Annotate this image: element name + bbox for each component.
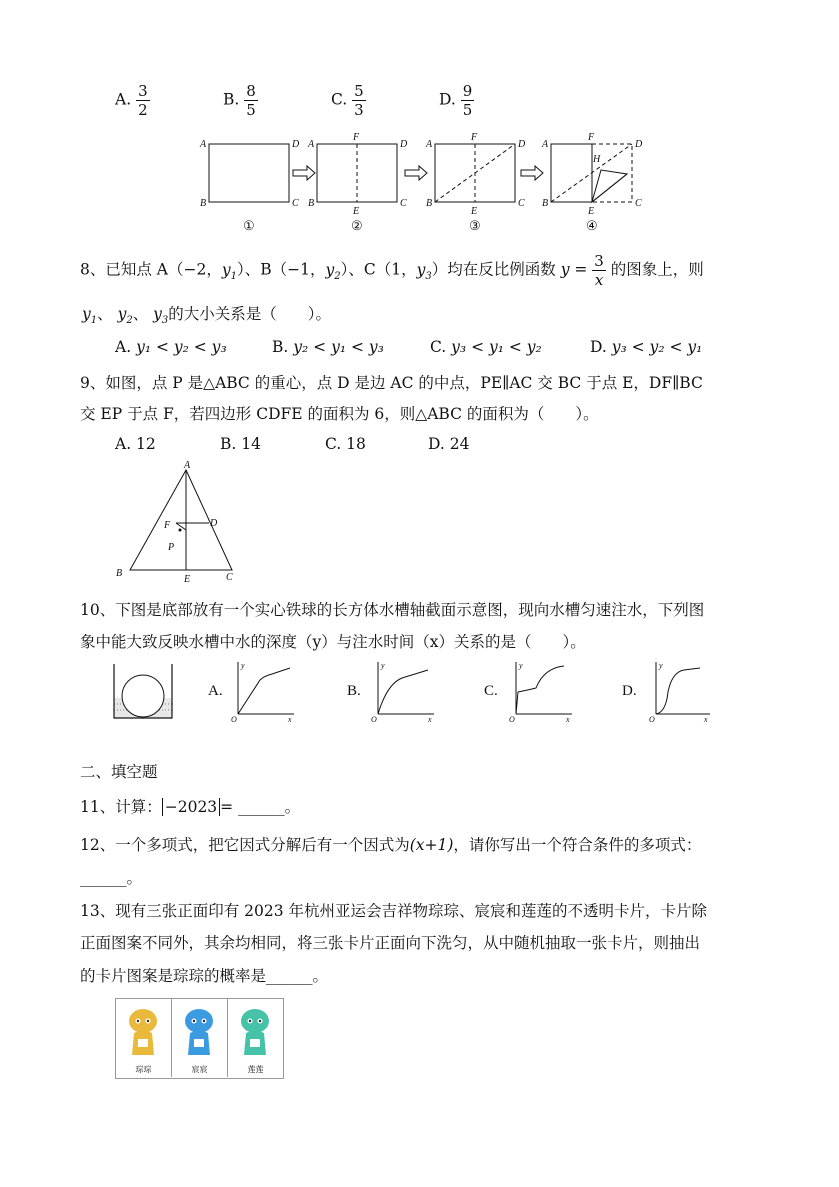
label-d: D [292,139,300,150]
q10-line2: 象中能大致反映水槽中水的深度（y）与注水时间（x）关系的是（ ）。 [80,633,586,651]
label-f: F [471,132,478,143]
denominator: 2 [138,101,148,119]
y3-symbol: $y_3$ [416,260,432,282]
numerator: 5 [354,82,364,100]
q9-option-c[interactable]: C. 18 [325,435,366,453]
q11 [80,795,300,817]
option-letter: A. [115,90,132,109]
q8-option-b[interactable] [272,338,384,356]
label-d: D [635,139,643,150]
q7-option-a[interactable] [115,82,150,119]
rect-4-solid [551,144,592,202]
label-p: P [168,542,175,553]
axis-y-label: y [381,661,385,670]
label-a: A [308,139,315,150]
figure-index-4: ④ [586,218,598,233]
q7-folding-figure [195,130,645,235]
card-label-chenchen: 宸宸 [191,1065,208,1074]
q9-line2: 交 EP 于点 F，若四边形 CDFE 的面积为 6，则△ABC 的面积为（ ）。 [80,405,599,423]
iron-ball [122,675,164,717]
option-letter: C. [430,338,447,356]
option-letter: C. [331,90,348,109]
q9-option-b[interactable]: B. 14 [220,435,261,453]
arrow-icon [521,166,543,180]
lianlian-mascot-image [228,999,283,1065]
q11-suffix: = ______。 [220,798,301,816]
axis-x-label: x [566,715,570,724]
label-e: E [184,574,191,585]
congcong-mascot-image [116,999,171,1065]
q8-text: 的大小关系是（ ）。 [168,305,332,323]
label-h: H [593,154,601,165]
numerator: 3 [138,82,148,100]
q8-text: ）、C（1， [340,260,417,279]
q10-figures [112,660,712,724]
option-letter: D. [590,338,607,356]
q8-line2: $y_1$、 $y_2$、 $y_3$的大小关系是（ ）。 [82,305,332,327]
label-a: A [200,139,207,150]
label-a: A [542,139,549,150]
graph-d [656,662,710,714]
q12-line1 [80,833,701,855]
origin-label: O [649,715,655,724]
q8-text: ）、B（−1， [236,260,326,279]
denominator: x [594,271,604,289]
card-label-congcong: 琮琮 [135,1065,152,1074]
q9-option-a[interactable]: A. 12 [115,435,156,453]
fold-edge [592,174,627,202]
function-fraction [592,252,606,289]
label-c: C [635,198,642,209]
label-b: B [200,198,207,209]
label-c: C [226,572,233,583]
label-a: A [426,139,433,150]
card-lianlian[interactable] [228,999,283,1077]
y2-symbol: $y_2$ [117,305,133,327]
factor-expr: (x+1) [409,836,454,854]
q9-option-d[interactable]: D. 24 [428,435,470,453]
q8-text: 8、已知点 A（−2， [80,260,222,279]
label-c: C [400,198,407,209]
origin-label: O [509,715,515,724]
option-letter: B. [272,338,289,356]
water-tank [114,664,172,718]
q12-text: 12、一个多项式，把它因式分解后有一个因式为 [80,836,410,854]
graph-c [516,662,572,714]
q8-option-a[interactable] [115,338,227,356]
card-label-lianlian: 莲莲 [247,1065,264,1074]
option-letter: D. [439,90,456,109]
absolute-value-expr: −2023 [162,798,220,816]
q10-line1: 10、下图是底部放有一个实心铁球的长方体水槽轴截面示意图，现向水槽匀速注水，下列图 [80,601,705,619]
q13-line1: 13、现有三张正面印有 2023 年杭州亚运会吉祥物琮琮、宸宸和莲莲的不透明卡片，卡片除 [80,902,708,920]
fraction [461,82,475,119]
label-b: B [542,198,549,209]
figure-index-2: ② [351,218,363,233]
label-e: E [471,206,478,217]
option-letter: A. [115,338,132,356]
denominator: 3 [354,101,364,119]
axis-x-label: x [288,715,292,724]
label-c: C [518,198,525,209]
fraction [244,82,258,119]
card-chenchen[interactable] [172,999,228,1077]
mascot-cards [115,998,284,1079]
rect-1 [209,144,289,202]
fraction [352,82,366,119]
q8-text: 的图象上，则 [605,260,704,279]
label-d: D [210,518,218,529]
numerator: 9 [462,82,473,100]
q9-triangle-figure [110,458,250,588]
y1-symbol: $y_1$ [82,305,98,327]
option-text: y₃ < y₁ < y₂ [451,338,542,356]
q8-option-c[interactable] [430,338,542,356]
option-text: y₂ < y₁ < y₃ [293,338,384,356]
origin-label: O [371,715,377,724]
q10-option-c[interactable]: C. [484,683,498,699]
q12-line2[interactable]: ______。 [80,869,143,887]
y3-symbol: $y_3$ [153,305,169,327]
label-b: B [116,568,123,579]
function-y: y [560,260,570,279]
q11-prefix: 11、计算： [80,798,162,816]
rect-4-dashed [592,144,632,202]
axis-y-label: y [519,661,523,670]
figure-index-1: ① [243,218,255,233]
q8-line1: 8、已知点 A（−2，$y_1$）、B（−1，$y_2$）、C（1，$y_3$）均在反比例函数 y = $\frac{3}{x}$ 的图象上，则 [80,252,704,289]
q8-text: ）均在反比例函数 [431,260,561,279]
q8-option-d[interactable] [590,338,702,356]
q10-option-a[interactable]: A. [208,683,223,699]
q13-line2: 正面图案不同外，其余均相同，将三张卡片正面向下洗匀，从中随机抽取一张卡片，则抽出 [80,934,701,952]
q7-option-b[interactable] [223,82,258,119]
denominator: 5 [462,101,473,119]
label-f: F [588,132,595,143]
axis-x-label: x [428,715,432,724]
label-b: B [308,198,315,209]
numerator: 3 [594,252,604,270]
axis-y-label: y [241,661,245,670]
label-f: F [164,520,171,531]
label-e: E [353,206,360,217]
section-title: 二、填空题 [80,763,158,781]
axis-y-label: y [659,661,663,670]
arrow-icon [405,166,427,180]
label-c: C [292,198,299,209]
card-congcong[interactable] [116,999,172,1077]
option-text: y₁ < y₂ < y₃ [136,338,227,356]
graph-b [378,662,434,714]
label-b: B [426,198,433,209]
denominator: 5 [246,101,256,119]
q13-line3: 的卡片图案是琮琮的概率是______。 [80,967,329,985]
label-e: E [588,206,595,217]
fraction [136,82,150,119]
option-letter: B. [223,90,240,109]
q9-line1: 9、如图，点 P 是△ABC 的重心，点 D 是边 AC 的中点，PE∥AC 交 BC 于点 E，DF∥BC [80,374,703,392]
arrow-icon [293,166,315,180]
label-d: D [518,139,526,150]
origin-label: O [231,715,237,724]
figure-index-3: ③ [469,218,481,233]
option-text: y₃ < y₂ < y₁ [611,338,703,356]
axis-x-label: x [704,715,708,724]
q10-option-d[interactable]: D. [622,683,637,699]
label-f: F [353,132,360,143]
graph-a [238,662,294,714]
y1-symbol: $y_1$ [221,260,237,282]
label-d: D [400,139,408,150]
q12-text: ，请你写出一个符合条件的多项式： [453,836,702,854]
q10-option-b[interactable]: B. [347,683,361,699]
label-a: A [184,460,191,471]
point-p [179,529,182,532]
numerator: 8 [246,82,256,100]
chenchen-mascot-image [172,999,227,1065]
y2-symbol: $y_2$ [325,260,341,282]
q7-option-d[interactable] [439,82,474,119]
q7-option-c[interactable] [331,82,366,119]
